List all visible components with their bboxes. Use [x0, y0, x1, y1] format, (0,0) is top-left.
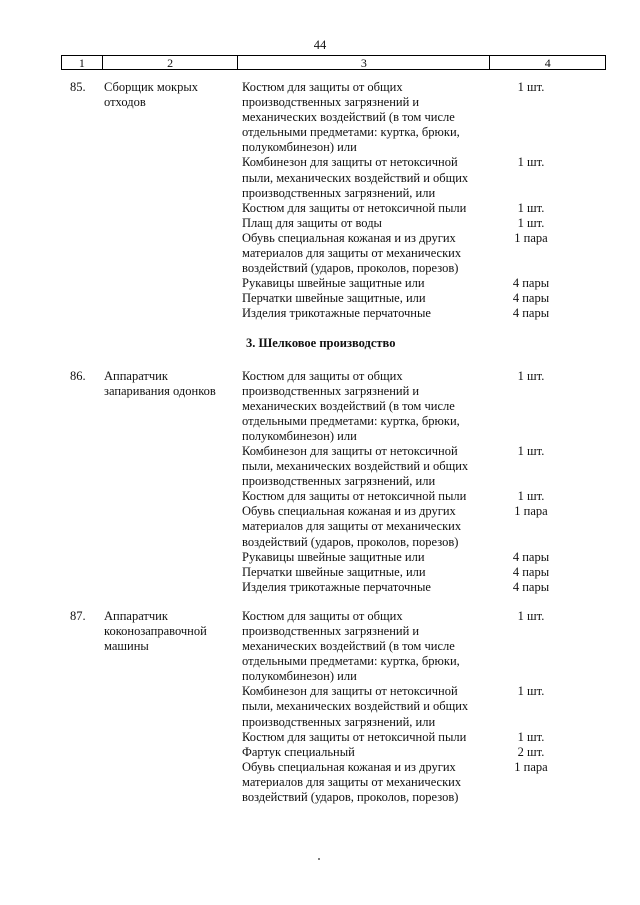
ppe-item: [242, 684, 572, 729]
ppe-item-quantity: 1 шт.: [517, 80, 545, 94]
ppe-item-name: Фартук специальный: [242, 744, 355, 759]
ppe-item-quantity: 1 шт.: [517, 200, 545, 215]
ppe-item: [242, 306, 572, 321]
ppe-item: [242, 760, 572, 805]
profession-name: Аппаратчик запаривания одонков: [104, 368, 216, 398]
section-title: 3. Шелковое производство: [246, 335, 396, 350]
ppe-item-name: Комбинезон для защиты от нетоксичной пыли, механических воздействий и общих производственных загрязнений, или: [242, 684, 469, 729]
table-row: [0, 369, 640, 595]
column-header-3: 3: [238, 56, 490, 69]
ppe-item: [242, 155, 572, 200]
ppe-item-quantity: 1 пара: [514, 230, 548, 245]
ppe-item: [242, 216, 572, 231]
ppe-item-quantity: 4 пары: [512, 549, 550, 564]
ppe-item-name: Костюм для защиты от общих производственных загрязнений и механических воздействий (в том числе отдельными предметами: куртка, брюки, полукомбинезон) или: [242, 80, 460, 155]
ppe-item-name: Обувь специальная кожаная и из других материалов для защиты от механических воздействий (ударов, проколов, порезов): [242, 759, 462, 805]
ppe-item-quantity: 1 шт.: [517, 368, 545, 383]
ppe-item: [242, 580, 572, 595]
ppe-item-name: Комбинезон для защиты от нетоксичной пыли, механических воздействий и общих производственных загрязнений, или: [242, 155, 469, 200]
ppe-item-quantity: 1 шт.: [517, 155, 545, 170]
ppe-item: [242, 369, 572, 444]
ppe-item-quantity: 1 шт.: [517, 443, 545, 458]
ppe-item: [242, 444, 572, 489]
ppe-item-name: Костюм для защиты от нетоксичной пыли: [242, 729, 467, 744]
ppe-item: [242, 276, 572, 291]
row-number: 86.: [70, 368, 86, 383]
page-number: 44: [313, 38, 327, 52]
ppe-item-quantity: 4 пары: [512, 579, 550, 594]
ppe-item-name: Плащ для защиты от воды: [242, 215, 382, 230]
column-header-4: 4: [544, 56, 551, 70]
row-number: 85.: [70, 80, 86, 94]
ppe-item-name: Комбинезон для защиты от нетоксичной пыли, механических воздействий и общих производственных загрязнений, или: [242, 443, 469, 489]
ppe-item-quantity: 2 шт.: [517, 744, 545, 759]
ppe-item: [242, 609, 572, 684]
column-header-2: 2: [103, 56, 239, 69]
ppe-item-quantity: 1 шт.: [517, 489, 545, 504]
ppe-item-name: Костюм для защиты от общих производственных загрязнений и механических воздействий (в том числе отдельными предметами: куртка, брюки, полукомбинезон) или: [242, 608, 460, 684]
ppe-item-quantity: 1 шт.: [517, 608, 545, 623]
profession-name: Сборщик мокрых отходов: [104, 80, 198, 110]
ppe-item: [242, 489, 572, 504]
ppe-item-list: [242, 609, 572, 805]
ppe-item-list: [242, 80, 572, 322]
ppe-item-quantity: 1 шт.: [517, 684, 545, 699]
ppe-item-name: Обувь специальная кожаная и из других материалов для защиты от механических воздействий (ударов, проколов, порезов): [242, 504, 462, 549]
ppe-item-name: Изделия трикотажные перчаточные: [242, 579, 431, 594]
ppe-item-name: Костюм для защиты от общих производственных загрязнений и механических воздействий (в том числе отдельными предметами: куртка, брюки, полукомбинезон) или: [242, 368, 460, 443]
ppe-item-quantity: 4 пары: [512, 276, 550, 291]
ppe-item-name: Перчатки швейные защитные, или: [242, 564, 426, 579]
ppe-item-list: [242, 369, 572, 595]
ppe-item-quantity: 1 шт.: [517, 729, 545, 744]
ppe-item-quantity: 4 пары: [512, 564, 550, 579]
ppe-item-name: Костюм для защиты от нетоксичной пыли: [242, 200, 467, 215]
ppe-item: [242, 730, 572, 745]
ppe-item-name: Рукавицы швейные защитные или: [242, 549, 425, 564]
table-row: [0, 80, 640, 322]
ppe-item: [242, 291, 572, 306]
document-body: [0, 80, 640, 819]
row-number: 87.: [70, 608, 86, 623]
ppe-item-quantity: 1 шт.: [517, 215, 545, 230]
column-header-row: [61, 55, 606, 70]
ppe-item-name: Костюм для защиты от нетоксичной пыли: [242, 489, 467, 504]
profession-name: Аппаратчик коконозаправочной машины: [104, 608, 207, 654]
ppe-item-quantity: 1 пара: [514, 759, 548, 774]
ppe-item: [242, 745, 572, 760]
ppe-item: [242, 201, 572, 216]
ppe-item-name: Рукавицы швейные защитные или: [242, 276, 425, 291]
ppe-item-quantity: 4 пары: [512, 291, 550, 306]
scan-speck: [318, 858, 320, 860]
ppe-item-quantity: 1 пара: [514, 504, 548, 519]
column-header-1: 1: [62, 56, 103, 69]
ppe-item: [242, 550, 572, 565]
table-row: [0, 609, 640, 805]
ppe-item-name: Перчатки швейные защитные, или: [242, 291, 426, 306]
ppe-item: [242, 565, 572, 580]
ppe-item-name: Обувь специальная кожаная и из других материалов для защиты от механических воздействий (ударов, проколов, порезов): [242, 230, 462, 276]
ppe-item: [242, 504, 572, 549]
ppe-item: [242, 231, 572, 276]
ppe-item: [242, 80, 572, 155]
ppe-item-name: Изделия трикотажные перчаточные: [242, 306, 431, 321]
ppe-item-quantity: 4 пары: [512, 306, 550, 321]
